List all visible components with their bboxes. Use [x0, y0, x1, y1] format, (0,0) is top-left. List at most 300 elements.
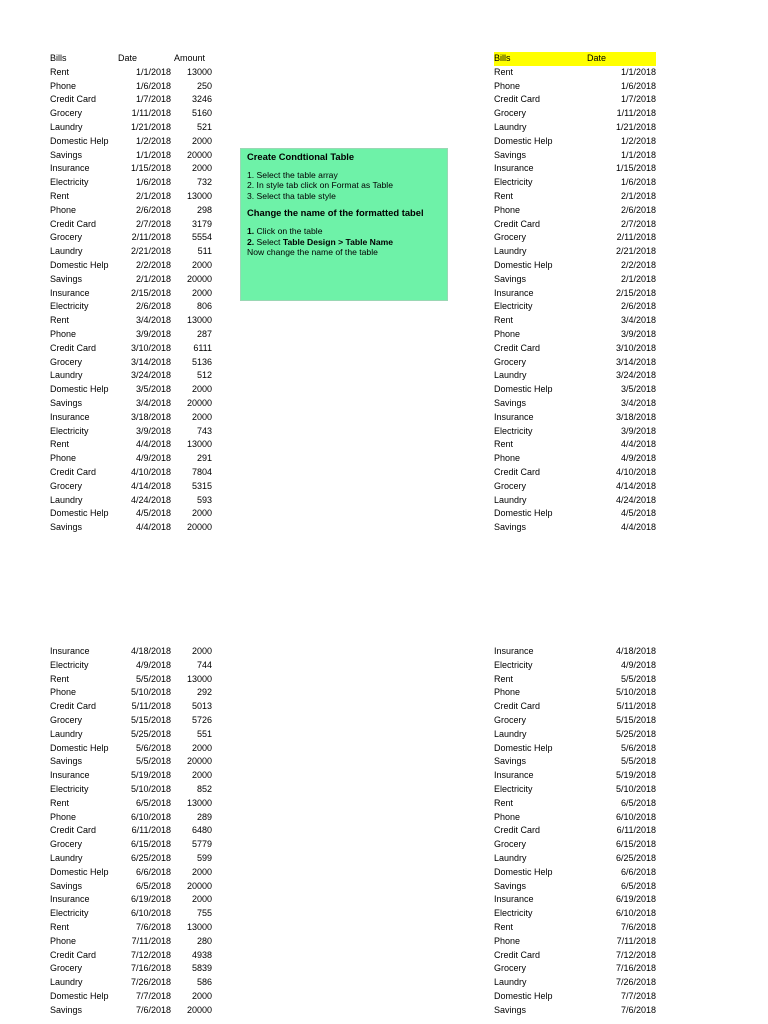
date-cell: 7/26/2018	[130, 977, 171, 988]
date-cell: 1/7/2018	[135, 94, 171, 105]
note-rename-step-2	[247, 237, 441, 248]
bill-cell: Credit Card	[494, 949, 541, 960]
date-cell: 2/7/2018	[135, 218, 171, 229]
bill-cell: Laundry	[494, 121, 527, 132]
bill-cell: Domestic Help	[494, 135, 553, 146]
table-row	[50, 328, 212, 342]
bill-cell: Laundry	[50, 370, 83, 381]
bill-cell: Phone	[494, 204, 521, 215]
bill-cell: Credit Card	[50, 342, 97, 353]
bill-cell: Grocery	[494, 839, 527, 850]
amount-cell: 20000	[186, 273, 212, 284]
table-row	[494, 824, 656, 838]
date-cell: 1/1/2018	[620, 149, 656, 160]
bills-table-left-top	[50, 52, 212, 535]
step-number: 2.	[247, 236, 255, 247]
bill-cell: Phone	[50, 935, 77, 946]
date-cell: 5/5/2018	[135, 673, 171, 684]
bill-cell: Laundry	[494, 977, 527, 988]
table-row	[50, 521, 212, 535]
table-row	[50, 438, 212, 452]
date-cell: 1/2/2018	[620, 135, 656, 146]
bill-cell: Grocery	[494, 714, 527, 725]
date-cell: 7/11/2018	[131, 935, 171, 946]
bill-cell: Insurance	[50, 163, 90, 174]
date-cell: 5/10/2018	[615, 687, 656, 698]
table-row	[494, 700, 656, 714]
bill-cell: Credit Card	[50, 466, 97, 477]
date-cell: 4/10/2018	[130, 466, 171, 477]
amount-cell: 6480	[191, 825, 212, 836]
date-cell: 1/6/2018	[135, 177, 171, 188]
table-row	[494, 328, 656, 342]
date-cell: 1/21/2018	[130, 121, 171, 132]
bill-cell: Electricity	[50, 659, 89, 670]
table-row	[494, 107, 656, 121]
bill-cell: Insurance	[50, 411, 90, 422]
bill-cell: Phone	[50, 687, 77, 698]
bill-cell: Laundry	[50, 977, 83, 988]
date-cell: 2/11/2018	[616, 232, 656, 243]
bill-cell: Laundry	[494, 728, 527, 739]
table-row	[50, 287, 212, 301]
table-row	[50, 686, 212, 700]
table-row	[50, 714, 212, 728]
table-row	[50, 907, 212, 921]
table-row	[50, 121, 212, 135]
bill-cell: Insurance	[494, 411, 534, 422]
step-text: Click on the table	[254, 225, 323, 236]
date-cell: 3/4/2018	[620, 315, 656, 326]
table-row	[50, 838, 212, 852]
bill-cell: Savings	[494, 149, 527, 160]
date-cell: 2/6/2018	[135, 204, 171, 215]
date-cell: 6/19/2018	[130, 894, 171, 905]
bill-cell: Electricity	[50, 908, 89, 919]
bill-cell: Electricity	[494, 425, 533, 436]
date-cell: 1/6/2018	[620, 177, 656, 188]
header-bills: Bills	[50, 53, 67, 63]
date-cell: 6/5/2018	[620, 880, 656, 891]
table-row	[494, 755, 656, 769]
date-cell: 2/1/2018	[620, 273, 656, 284]
amount-cell: 744	[196, 659, 212, 670]
bill-cell: Domestic Help	[50, 508, 109, 519]
bill-cell: Credit Card	[50, 949, 97, 960]
table-row	[50, 728, 212, 742]
amount-cell: 2000	[191, 894, 212, 905]
table-body	[50, 645, 212, 1018]
table-body	[494, 645, 656, 1018]
table-row	[50, 356, 212, 370]
date-cell: 3/9/2018	[135, 328, 171, 339]
table-body	[50, 66, 212, 535]
bill-cell: Electricity	[494, 783, 533, 794]
date-cell: 6/10/2018	[615, 908, 656, 919]
table-row	[494, 907, 656, 921]
bill-cell: Grocery	[50, 356, 83, 367]
bill-cell: Savings	[50, 880, 83, 891]
bill-cell: Grocery	[494, 356, 527, 367]
header-date: Date	[118, 53, 138, 63]
bill-cell: Domestic Help	[494, 990, 553, 1001]
bill-cell: Laundry	[494, 246, 527, 257]
date-cell: 4/5/2018	[135, 508, 171, 519]
bills-table-right-top	[494, 52, 656, 535]
date-cell: 5/5/2018	[135, 756, 171, 767]
bill-cell: Savings	[494, 756, 527, 767]
bill-cell: Credit Card	[50, 701, 97, 712]
table-row	[50, 742, 212, 756]
amount-cell: 5315	[191, 480, 212, 491]
amount-cell: 4938	[191, 949, 212, 960]
table-row	[494, 949, 656, 963]
bill-cell: Electricity	[50, 783, 89, 794]
date-cell: 2/7/2018	[620, 218, 656, 229]
bill-cell: Rent	[494, 66, 514, 77]
amount-cell: 291	[196, 453, 212, 464]
table-row	[494, 714, 656, 728]
date-cell: 2/21/2018	[130, 246, 171, 257]
amount-cell: 20000	[186, 756, 212, 767]
bill-cell: Grocery	[494, 232, 527, 243]
amount-cell: 20000	[186, 149, 212, 160]
date-cell: 6/15/2018	[130, 839, 171, 850]
amount-cell: 13000	[186, 921, 212, 932]
amount-cell: 2000	[191, 384, 212, 395]
header-date: Date	[587, 53, 607, 63]
date-cell: 6/25/2018	[615, 852, 656, 863]
date-cell: 2/6/2018	[620, 301, 656, 312]
bill-cell: Electricity	[494, 177, 533, 188]
table-row	[494, 80, 656, 94]
table-row	[494, 507, 656, 521]
date-cell: 7/7/2018	[135, 990, 171, 1001]
date-cell: 1/1/2018	[135, 149, 171, 160]
date-cell: 6/10/2018	[615, 811, 656, 822]
date-cell: 5/15/2018	[130, 714, 171, 725]
table-row	[494, 121, 656, 135]
date-cell: 2/1/2018	[135, 190, 171, 201]
bill-cell: Grocery	[50, 839, 83, 850]
amount-cell: 6111	[193, 342, 212, 353]
bill-cell: Laundry	[494, 494, 527, 505]
bill-cell: Domestic Help	[50, 990, 109, 1001]
table-row	[50, 1004, 212, 1018]
bill-cell: Grocery	[494, 108, 527, 119]
table-row	[494, 135, 656, 149]
amount-cell: 551	[196, 728, 212, 739]
amount-cell: 3246	[191, 94, 212, 105]
date-cell: 3/5/2018	[620, 384, 656, 395]
amount-cell: 292	[196, 687, 212, 698]
table-row	[494, 838, 656, 852]
bill-cell: Grocery	[50, 108, 83, 119]
date-cell: 4/24/2018	[615, 494, 656, 505]
table-row	[50, 962, 212, 976]
date-cell: 2/21/2018	[615, 246, 656, 257]
date-cell: 7/6/2018	[620, 921, 656, 932]
table-row	[50, 769, 212, 783]
amount-cell: 20000	[186, 880, 212, 891]
amount-cell: 755	[196, 908, 212, 919]
amount-cell: 586	[196, 977, 212, 988]
amount-cell: 13000	[186, 797, 212, 808]
date-cell: 7/12/2018	[130, 949, 171, 960]
amount-cell: 806	[196, 301, 212, 312]
table-row	[50, 383, 212, 397]
table-row	[50, 700, 212, 714]
date-cell: 5/25/2018	[130, 728, 171, 739]
amount-cell: 250	[196, 80, 212, 91]
bill-cell: Phone	[494, 328, 521, 339]
date-cell: 5/15/2018	[615, 714, 656, 725]
amount-cell: 20000	[186, 522, 212, 533]
table-row	[494, 300, 656, 314]
date-cell: 6/11/2018	[131, 825, 171, 836]
bill-cell: Savings	[494, 522, 527, 533]
date-cell: 6/5/2018	[620, 797, 656, 808]
date-cell: 4/9/2018	[135, 659, 171, 670]
date-cell: 3/14/2018	[130, 356, 171, 367]
date-cell: 5/19/2018	[615, 770, 656, 781]
bill-cell: Phone	[50, 328, 77, 339]
amount-cell: 7804	[191, 466, 212, 477]
amount-cell: 2000	[191, 508, 212, 519]
bill-cell: Insurance	[50, 287, 90, 298]
bill-cell: Credit Card	[50, 825, 97, 836]
bill-cell: Insurance	[50, 646, 90, 656]
date-cell: 7/11/2018	[616, 935, 656, 946]
bill-cell: Laundry	[50, 728, 83, 739]
amount-cell: 13000	[186, 190, 212, 201]
bill-cell: Insurance	[494, 894, 534, 905]
bill-cell: Rent	[494, 439, 514, 450]
table-row	[494, 893, 656, 907]
date-cell: 2/1/2018	[620, 190, 656, 201]
date-cell: 5/6/2018	[620, 742, 656, 753]
header-row-highlighted	[494, 52, 656, 66]
table-row	[494, 686, 656, 700]
bill-cell: Savings	[50, 273, 83, 284]
bill-cell: Domestic Help	[494, 259, 553, 270]
amount-cell: 511	[197, 246, 212, 257]
table-row	[50, 411, 212, 425]
table-row	[50, 466, 212, 480]
table-row	[494, 273, 656, 287]
table-row	[50, 93, 212, 107]
date-cell: 4/4/2018	[135, 522, 171, 533]
table-row	[494, 204, 656, 218]
bill-cell: Laundry	[50, 852, 83, 863]
table-row	[50, 673, 212, 687]
table-row	[50, 494, 212, 508]
table-row	[494, 645, 656, 659]
amount-cell: 5839	[191, 963, 212, 974]
date-cell: 5/5/2018	[620, 673, 656, 684]
date-cell: 3/24/2018	[615, 370, 656, 381]
bill-cell: Phone	[50, 80, 77, 91]
date-cell: 4/9/2018	[620, 453, 656, 464]
date-cell: 7/6/2018	[620, 1004, 656, 1015]
bill-cell: Grocery	[494, 480, 527, 491]
table-row	[494, 314, 656, 328]
table-row	[50, 135, 212, 149]
bill-cell: Savings	[50, 522, 83, 533]
amount-cell: 13000	[186, 66, 212, 77]
table-row	[50, 66, 212, 80]
table-row	[50, 893, 212, 907]
bill-cell: Phone	[494, 453, 521, 464]
table-row	[494, 259, 656, 273]
date-cell: 5/25/2018	[615, 728, 656, 739]
table-row	[50, 783, 212, 797]
table-row	[494, 494, 656, 508]
bill-cell: Laundry	[494, 852, 527, 863]
bill-cell: Laundry	[50, 121, 83, 132]
table-row	[494, 66, 656, 80]
amount-cell: 599	[196, 852, 212, 863]
date-cell: 7/6/2018	[135, 1004, 171, 1015]
bill-cell: Rent	[494, 673, 514, 684]
table-row	[50, 204, 212, 218]
bill-cell: Phone	[50, 811, 77, 822]
table-row	[494, 962, 656, 976]
table-row	[494, 466, 656, 480]
bill-cell: Rent	[494, 921, 514, 932]
date-cell: 4/9/2018	[620, 659, 656, 670]
table-row	[494, 976, 656, 990]
date-cell: 6/5/2018	[135, 880, 171, 891]
bill-cell: Rent	[50, 797, 70, 808]
date-cell: 6/11/2018	[616, 825, 656, 836]
bill-cell: Domestic Help	[494, 866, 553, 877]
table-row	[494, 397, 656, 411]
bill-cell: Rent	[50, 66, 70, 77]
table-row	[494, 769, 656, 783]
table-row	[494, 176, 656, 190]
bill-cell: Domestic Help	[494, 384, 553, 395]
amount-cell: 3179	[191, 218, 212, 229]
table-row	[494, 190, 656, 204]
bill-cell: Insurance	[50, 770, 90, 781]
bill-cell: Credit Card	[494, 94, 541, 105]
amount-cell: 521	[196, 121, 212, 132]
bill-cell: Insurance	[494, 163, 534, 174]
table-row	[494, 866, 656, 880]
table-row	[494, 438, 656, 452]
table-row	[50, 452, 212, 466]
amount-cell: 20000	[186, 1004, 212, 1015]
table-row	[494, 287, 656, 301]
amount-cell: 2000	[191, 135, 212, 146]
bill-cell: Phone	[50, 204, 77, 215]
amount-cell: 5160	[191, 108, 212, 119]
bill-cell: Domestic Help	[494, 742, 553, 753]
date-cell: 4/18/2018	[615, 646, 656, 656]
amount-cell: 13000	[186, 673, 212, 684]
date-cell: 6/25/2018	[130, 852, 171, 863]
amount-cell: 512	[196, 370, 212, 381]
date-cell: 2/15/2018	[130, 287, 171, 298]
table-row	[50, 659, 212, 673]
bill-cell: Domestic Help	[50, 384, 109, 395]
table-row	[494, 383, 656, 397]
table-row	[50, 300, 212, 314]
bill-cell: Insurance	[50, 894, 90, 905]
date-cell: 6/10/2018	[130, 811, 171, 822]
table-row	[50, 176, 212, 190]
bill-cell: Laundry	[50, 246, 83, 257]
date-cell: 7/6/2018	[135, 921, 171, 932]
table-row	[50, 231, 212, 245]
table-row	[50, 80, 212, 94]
table-row	[50, 245, 212, 259]
table-row	[494, 356, 656, 370]
bill-cell: Rent	[50, 439, 70, 450]
bill-cell: Savings	[494, 880, 527, 891]
bill-cell: Domestic Help	[50, 259, 109, 270]
bill-cell: Savings	[494, 397, 527, 408]
table-row	[494, 811, 656, 825]
date-cell: 3/4/2018	[620, 397, 656, 408]
bill-cell: Savings	[50, 1004, 83, 1015]
bills-table-left-bottom	[50, 645, 212, 1018]
table-row	[50, 190, 212, 204]
date-cell: 4/14/2018	[615, 480, 656, 491]
date-cell: 5/19/2018	[130, 770, 171, 781]
table-row	[50, 755, 212, 769]
date-cell: 2/1/2018	[135, 273, 171, 284]
date-cell: 3/9/2018	[620, 328, 656, 339]
bill-cell: Grocery	[50, 480, 83, 491]
bill-cell: Electricity	[494, 908, 533, 919]
header-row	[50, 52, 212, 66]
date-cell: 1/1/2018	[620, 66, 656, 77]
bill-cell: Savings	[494, 1004, 527, 1015]
amount-cell: 2000	[191, 742, 212, 753]
date-cell: 1/6/2018	[620, 80, 656, 91]
table-row	[50, 314, 212, 328]
step-text: Select	[254, 236, 283, 247]
date-cell: 2/15/2018	[615, 287, 656, 298]
date-cell: 3/18/2018	[130, 411, 171, 422]
bill-cell: Grocery	[50, 232, 83, 243]
date-cell: 5/11/2018	[616, 701, 656, 712]
note-subtitle: Change the name of the formatted tabel	[247, 207, 424, 219]
amount-cell: 852	[196, 783, 212, 794]
table-body	[494, 66, 656, 535]
step-number: 1.	[247, 225, 255, 236]
date-cell: 1/15/2018	[615, 163, 656, 174]
amount-cell: 13000	[186, 315, 212, 326]
amount-cell: 2000	[191, 287, 212, 298]
note-step-3: 3. Select tha table style	[247, 190, 336, 201]
table-row	[494, 93, 656, 107]
date-cell: 3/14/2018	[615, 356, 656, 367]
table-row	[494, 935, 656, 949]
bill-cell: Insurance	[494, 646, 534, 656]
date-cell: 1/11/2018	[616, 108, 656, 119]
bill-cell: Grocery	[50, 963, 83, 974]
table-row	[50, 645, 212, 659]
table-row	[50, 507, 212, 521]
bill-cell: Credit Card	[494, 466, 541, 477]
table-row	[494, 480, 656, 494]
bill-cell: Rent	[50, 921, 70, 932]
table-row	[494, 452, 656, 466]
table-row	[494, 369, 656, 383]
